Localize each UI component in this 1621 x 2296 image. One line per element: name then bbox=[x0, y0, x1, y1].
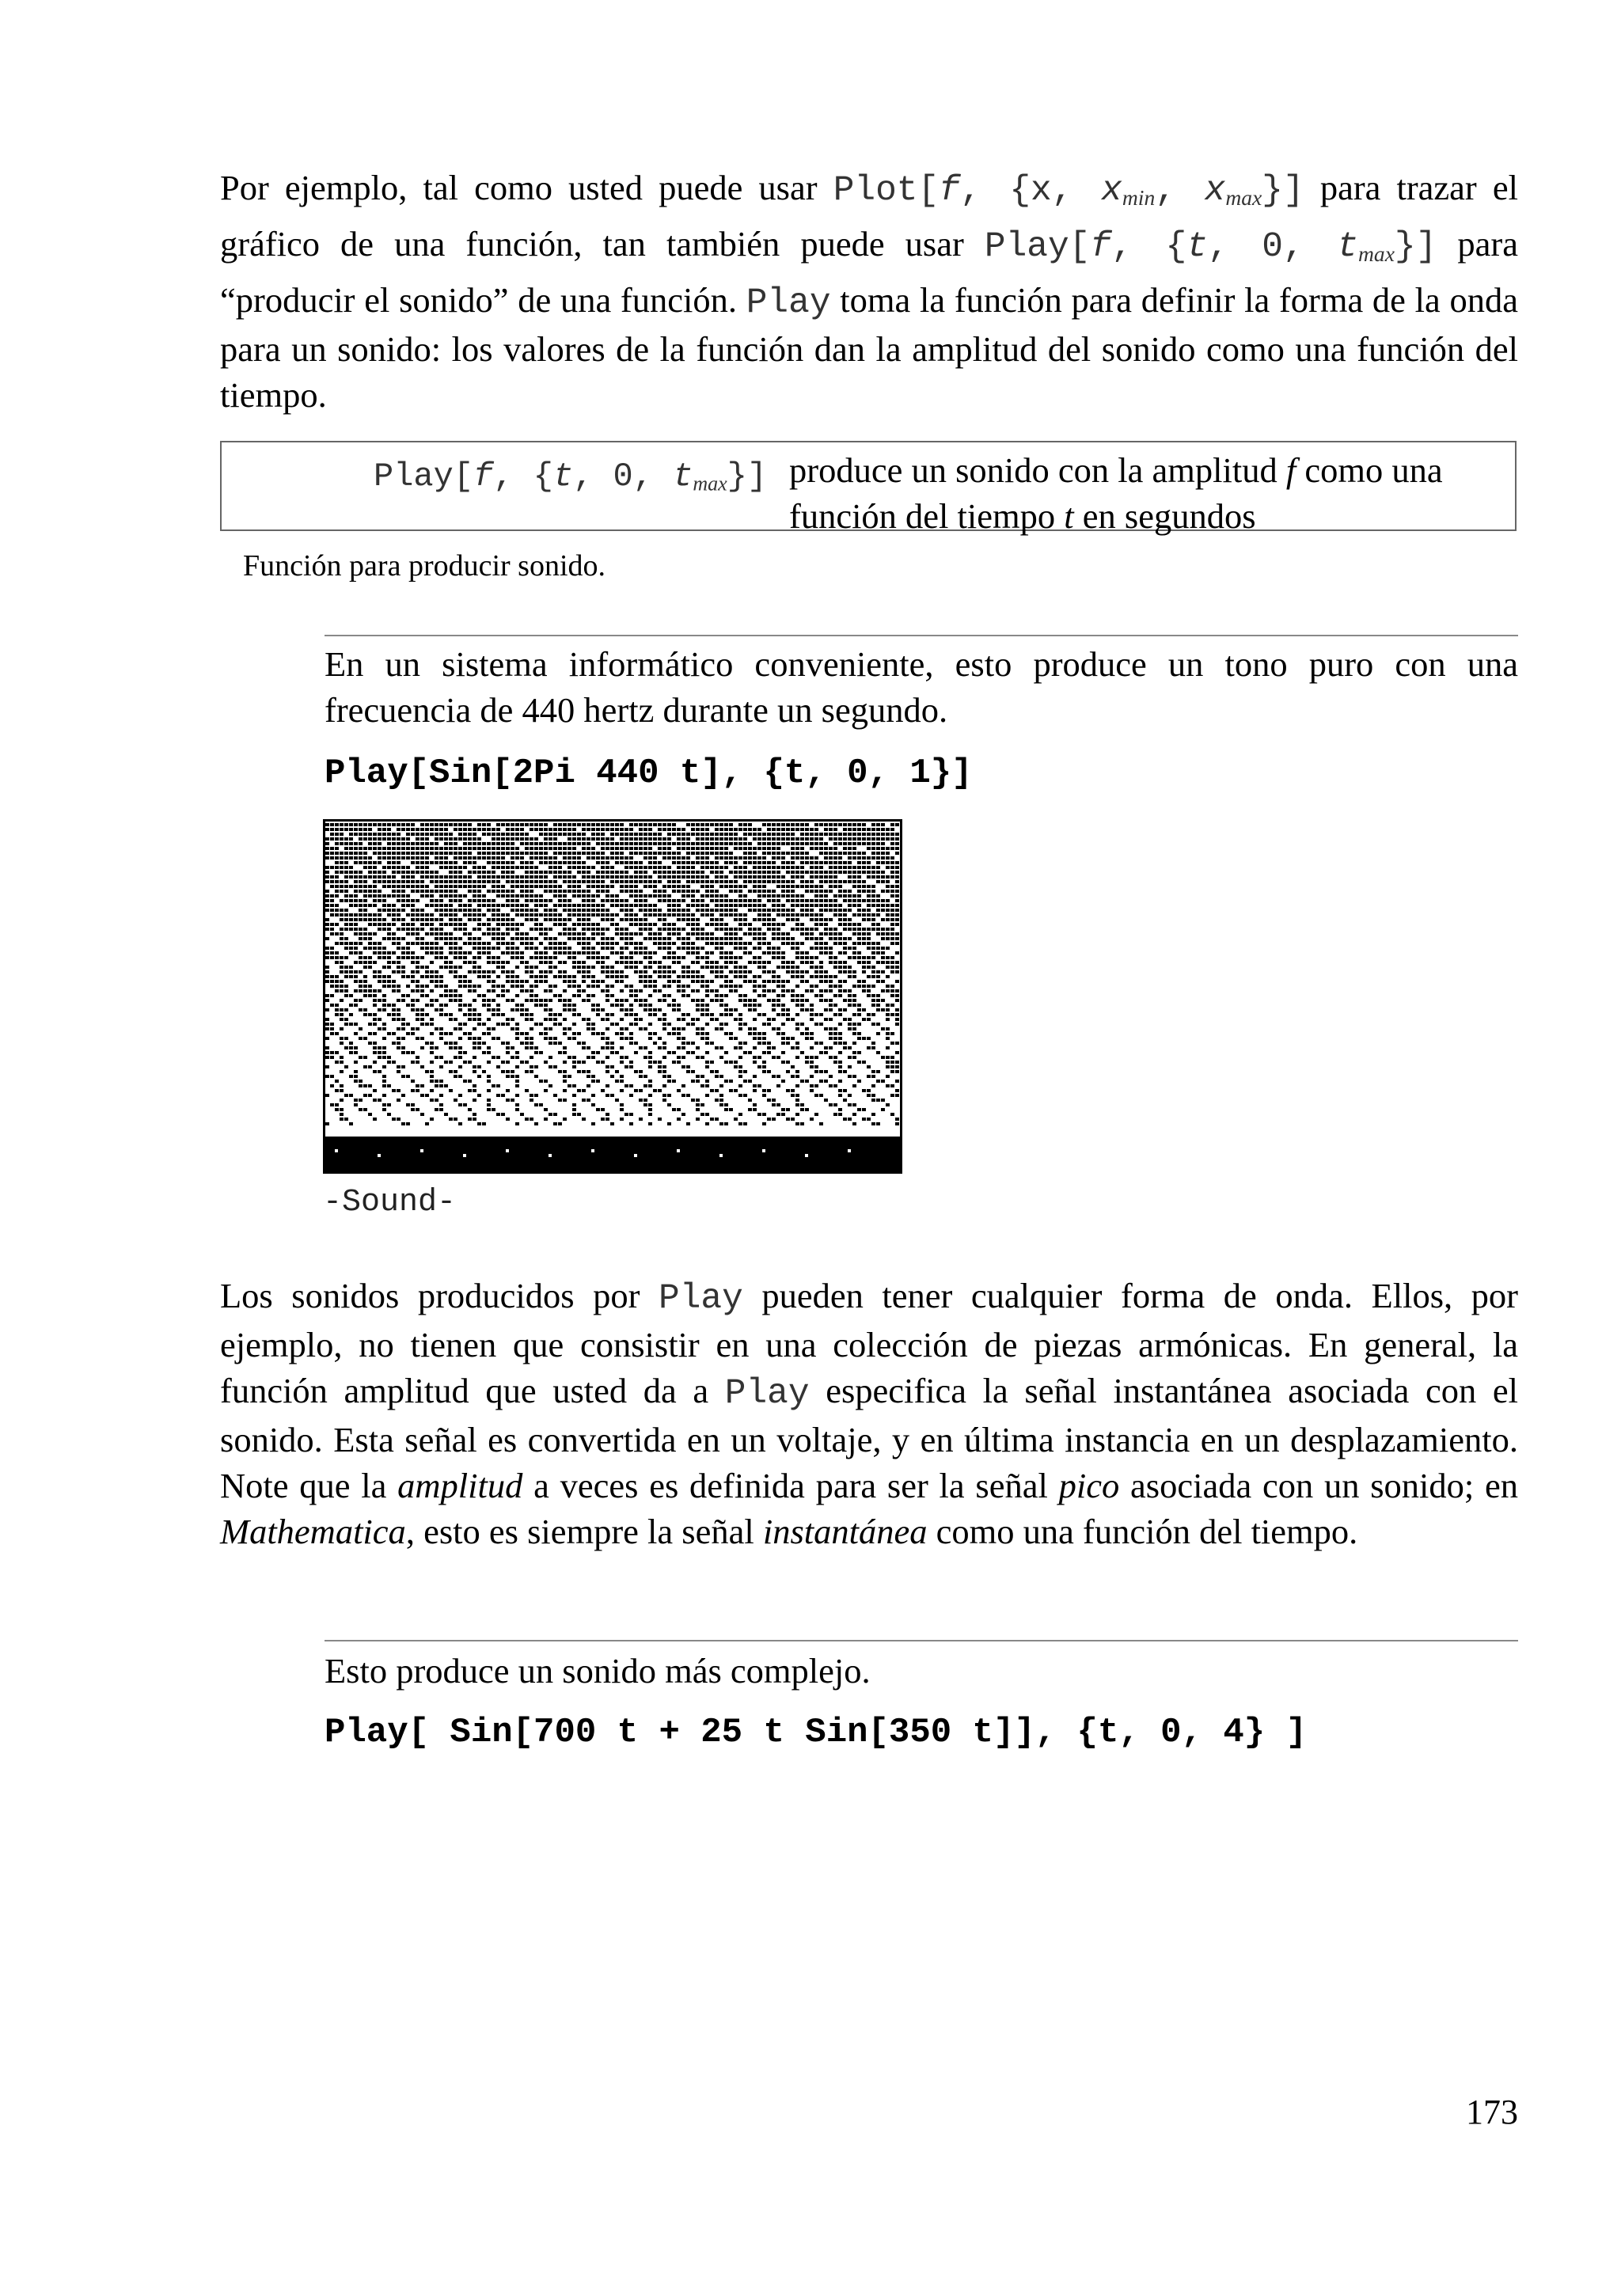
example-divider bbox=[325, 1640, 1518, 1641]
inline-code-play-name: Play bbox=[746, 283, 831, 323]
inline-code-play: Play[f, {t, 0, $t_{max}$}] bbox=[984, 226, 1437, 267]
example-description: En un sistema informático conveniente, esto produce un tono puro con una frecuencia de 440 hertz durante un segundo. bbox=[325, 644, 1518, 730]
text-run: toma la función para definir la forma de la onda para un sonido: los valores de la función dan la amplitud del sonido como una función del tiempo. bbox=[220, 279, 1518, 415]
page-number: 173 bbox=[1466, 2093, 1518, 2131]
text-run: para “producir el sonido” de una función. bbox=[220, 223, 1518, 320]
input-cell[interactable]: Play[ Sin[700 t + 25 t Sin[350 t]], {t, 0, 4} ] bbox=[325, 1713, 1308, 1752]
definition-description: produce un sonido con la amplitud f como una función del tiempo t en segundos bbox=[789, 450, 1443, 536]
inline-code-plot: Plot[f, {x, $x_{min}$, $x_{max}$}] bbox=[833, 171, 1304, 211]
sound-output-label: -Sound- bbox=[323, 1185, 457, 1220]
body-paragraph: Los sonidos producidos por Play pueden tener cualquier forma de onda. Ellos, por ejemplo, no tienen que consistir en una colección de piezas armónicas. En general, la función amplitud que usted da a Play especifica la señal instantánea asociada con el sonido. Esta señal es convertida en un voltaje, y en última instancia en un desplazamiento. Note que la amplitud a veces es definida para ser la señal pico asociada con un sonido; en Mathematica, esto es siempre la señal instantánea como una función del tiempo. bbox=[220, 1276, 1519, 1551]
definition-syntax: Play[f, {t, 0, $t_{max}$}] bbox=[374, 457, 768, 495]
text-run: para trazar el gráfico de una función, tan también puede usar bbox=[220, 168, 1518, 264]
waveform-pattern bbox=[325, 822, 900, 1171]
input-cell[interactable]: Play[Sin[2Pi 440 t], {t, 0, 1}] bbox=[325, 753, 973, 793]
intro-paragraph bbox=[220, 165, 1518, 418]
example-divider bbox=[325, 635, 1518, 636]
sound-output-graphic[interactable] bbox=[323, 819, 902, 1174]
function-definition-table bbox=[220, 441, 1517, 536]
example-description: Esto produce un sonido más complejo. bbox=[325, 1651, 871, 1691]
text-run: Por ejemplo, tal como usted puede usar bbox=[220, 168, 833, 207]
inline-code-play-name: Play bbox=[659, 1279, 743, 1319]
table-caption: Función para producir sonido. bbox=[243, 549, 606, 583]
inline-code-play-name: Play bbox=[724, 1374, 810, 1414]
